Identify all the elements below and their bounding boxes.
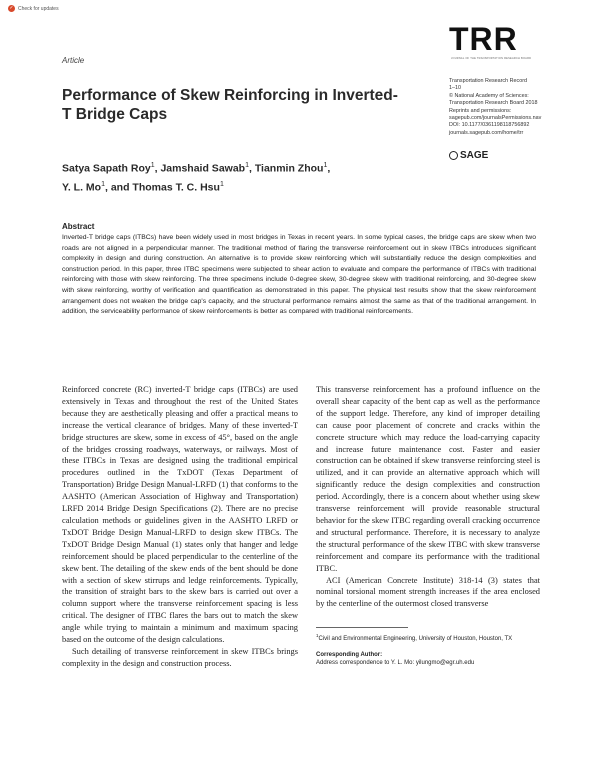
corresponding-author-heading: Corresponding Author: xyxy=(316,652,383,659)
body-column-right xyxy=(316,384,540,610)
page-range: 1–10 xyxy=(449,85,461,92)
abstract-heading: Abstract xyxy=(62,222,95,231)
publisher-logo xyxy=(449,150,488,161)
journal-logo: TRR xyxy=(449,21,518,57)
author-affiliation-mark: 1 xyxy=(219,180,224,188)
reprints-label: Reprints and permissions: xyxy=(449,107,512,114)
body-paragraph: Such detailing of transverse reinforcement in skew ITBCs brings complexity in the design and construction process. xyxy=(62,646,298,668)
copyright-line: © National Academy of Sciences: xyxy=(449,92,529,99)
doi-link[interactable]: DOI: 10.1177/0361198118756892 xyxy=(449,122,530,129)
author-name: Thomas T. C. Hsu xyxy=(132,181,220,193)
affiliation-text: Civil and Environmental Engineering, University of Houston, Houston, TX xyxy=(318,636,513,642)
sage-ring-icon xyxy=(449,151,458,160)
journal-homepage-link[interactable]: journals.sagepub.com/home/trr xyxy=(449,129,524,136)
check-for-updates-badge[interactable] xyxy=(8,5,59,12)
paper-title: Performance of Skew Reinforcing in Inverted-T Bridge Caps xyxy=(62,87,398,123)
author-name: Jamshaid Sawab xyxy=(160,162,246,175)
publisher-name: SAGE xyxy=(460,150,489,161)
author-line-2: Y. L. Mo$^1$, and Thomas T. C. Hsu$^1$ xyxy=(62,180,224,193)
copyright-line: Transportation Research Board 2018 xyxy=(449,100,538,107)
journal-logo-subtitle: JOURNAL OF THE TRANSPORTATION RESEARCH BOARD xyxy=(451,57,532,60)
body-paragraph: ACI (American Concrete Institute) 318-14 (3) states that nominal torsional moment strength increases if the area enclosed by the centerline of the outermost closed transverse xyxy=(316,575,540,609)
author-name: Satya Sapath Roy xyxy=(62,162,151,175)
body-paragraph: Reinforced concrete (RC) inverted-T bridge caps (ITBCs) are used extensively in Texas and throughout the rest of the United States because they are aesthetically pleasing and offer a practical means to increase the vertical clearance of bridges. Many of these inverted-T bridge structures are skew, some in excess of 45°, based on the angle of the bridges crossing roadways, waterways, or railways. Most of these ITBCs in Texas are designed using the traditional empirical procedures outlined in the TxDOT (Texas Department of Transportation) Bridge Design Manual-LRFD (1) that conforms to the AASHTO (American Association of Highway and Transportation) LRFD 2014 Bridge Design Specifications (2). There are no precise calculation methods or guidelines given in the AASHTO LRFD or TxDOT Bridge Design Manual-LRFD to design skew ITBCs. The TxDOT Bridge Design Manual (1) states only that hanger and ledge reinforcement should be placed perpendicular to the centerline of the skew bent. The detailing of the skew ends of the bent should be done with a section of skew stirrups and ledge reinforcements. Typically, the transition of straight bars to the skew bars is carried out over a column support where the transverse reinforcement spacing is less critical. The designer of ITBC flares the bars out to match the skew angle while trying to maintain a minimum and maximum spacing based on the outcome of the design calculations. xyxy=(62,385,298,645)
permissions-link[interactable]: sagepub.com/journalsPermissions.nav xyxy=(449,115,542,122)
author-name: Tianmin Zhou xyxy=(254,162,324,175)
body-column-left xyxy=(62,384,298,670)
author-affiliation-mark: 1 xyxy=(101,180,105,188)
body-paragraph: This transverse reinforcement has a profound influence on the overall shear capacity of the bent cap as well as the performance of the support ledge. Therefore, any kind of improper detailing can cause poor placement of concrete and cracks within the concrete structure which may reduce the load-carrying capacity and increase future maintenance cost. Faster and easier construction can be obtained if skew transverse reinforcing steel is utilized, and it can provide an alternative approach which will significantly reduce the design complexities and construction period. Accordingly, there is a concern about whether using skew transverse reinforcement will provide reasonable structural behavior for the skew ITBC regarding overall cracking occurrence and structural performance. Therefore, it is necessary to analyze the structural performance of the skew ITBC with skew transverse reinforcement and compare its performance with the traditional ITBC. xyxy=(316,385,540,573)
author-affiliation-mark: 1 xyxy=(245,162,249,169)
affiliation-note xyxy=(316,632,540,643)
footnote-divider xyxy=(316,627,408,628)
author-list xyxy=(62,158,382,195)
affiliation-mark: 1 xyxy=(316,633,319,638)
corresponding-author-text: Address correspondence to Y. L. Mo: yilungmo@egr.uh.edu xyxy=(316,660,475,667)
journal-metadata xyxy=(449,78,584,137)
journal-name: Transportation Research Record xyxy=(449,78,528,84)
check-updates-label: Check for updates xyxy=(18,5,59,12)
author-affiliation-mark: 1 xyxy=(323,162,328,169)
footnote-block xyxy=(316,632,540,668)
author-name: Y. L. Mo xyxy=(62,181,102,193)
check-updates-icon: ✓ xyxy=(9,5,14,11)
author-line-1: Satya Sapath Roy$^1$, Jamshaid Sawab$^1$, Tianmin Zhou$^1$, xyxy=(62,162,331,175)
abstract-text: Inverted-T bridge caps (ITBCs) have been widely used in most bridges in Texas in recent years. In some typical cases, the bridge caps are skew when two roads are not aligned in a perpendicular manner. The traditional method of flaring the transverse reinforcement out in skew ITBCs introduces significant complexity in design and during construction. An alternative is to provide skew reinforcing which will substantially reduce the design complexities and construction period. In this paper, three ITBC specimens were subjected to shear action to evaluate and compare the performance of ITBCs with traditional reinforcing with those with skew reinforcing. The three specimens include 0-degree skew, 30-degree skew with traditional reinforcing, and 30-degree skew with skew reinforcing, worthy of verification and quantification as demonstrated in this paper. The physical test results show that the skew reinforcement arrangement does not weaken the bridge cap's capacity, and the structural performance remains almost the same as that of the traditional arrangement. In addition, the serviceability performance of skew reinforcements is better as compared with traditional reinforcements. xyxy=(62,234,536,316)
author-affiliation-mark: 1 xyxy=(150,162,155,169)
article-type-label: Article xyxy=(62,56,85,65)
